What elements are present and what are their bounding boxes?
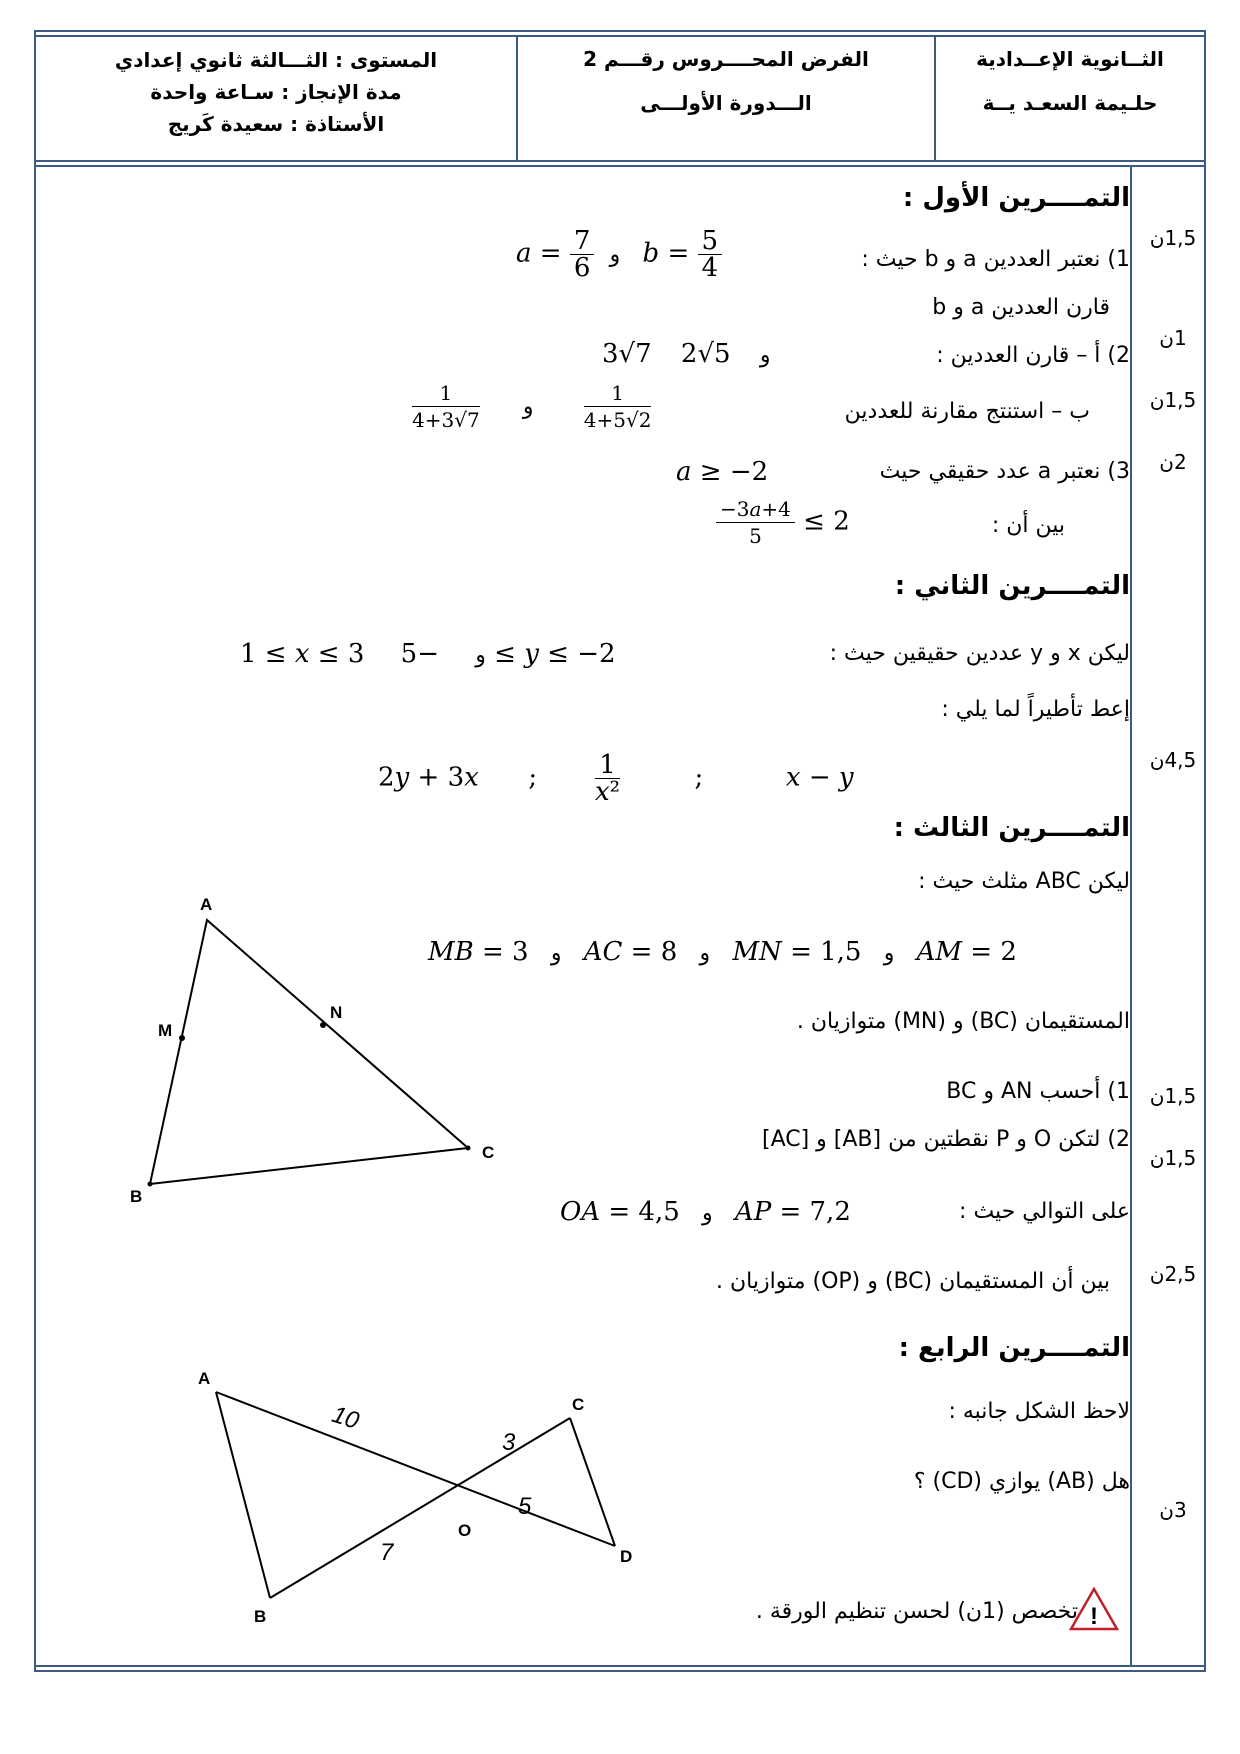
warning-icon (1068, 1586, 1120, 1632)
ex3-title: التمــــرين الثالث : (893, 813, 1130, 843)
ex1-q3-math: a ≥ −2 (676, 457, 769, 487)
fig2-length-oc: 3 (502, 1429, 516, 1456)
fig2-length-ob: 7 (380, 1539, 394, 1566)
mark-ex1-q2a: 1ن (1159, 326, 1187, 350)
level-cell (36, 44, 516, 140)
header-bottom-border (34, 160, 1206, 162)
ex2-expressions: 2y + 3x ; $\frac{1}{\text{x²}}$ ; x − y (378, 750, 854, 807)
fig1-label-b: B (130, 1187, 143, 1206)
fig1-label-a: A (200, 895, 213, 914)
ex1-q3-text: 3) نعتبر a عدد حقيقي حيث (879, 459, 1130, 484)
level-info: المستوى : الثـــالثة ثانوي إعدادي (114, 48, 438, 72)
school-cell (936, 44, 1204, 118)
mark-ex2: 4,5ن (1149, 748, 1197, 772)
duration-info: مدة الإنجاز : سـاعة واحدة (150, 80, 402, 104)
ex3-q2c: بين أن المستقيمان (BC) و (OP) متوازيان . (715, 1269, 1110, 1294)
school-name: الثــانوية الإعــدادية (976, 47, 1164, 71)
mark-ex1-q3: 2ن (1159, 450, 1187, 474)
ex4-note: تخصص (1ن) لحسن تنظيم الورقة . (755, 1599, 1078, 1624)
ex1-title: التمــــرين الأول : (902, 183, 1130, 213)
mark-ex1-q1: 1,5ن (1149, 226, 1197, 250)
fig2-label-a: A (198, 1369, 211, 1388)
right-border (1204, 30, 1206, 1672)
ex1-q1-math: a = $\frac{7}{6}$ و b = $\frac{5}{4}$ (516, 228, 722, 281)
mark-ex3-q2: 1,5ن (1149, 1146, 1197, 1170)
fig2-label-o: O (458, 1521, 472, 1540)
fig2-length-od: 5 (518, 1493, 532, 1520)
ex3-q1: 1) أحسب AN و BC (946, 1079, 1130, 1104)
marks-column-divider (1130, 166, 1132, 1666)
mark-ex3-q2c: 2,5ن (1149, 1262, 1197, 1286)
teacher-info: الأستاذة : سعيدة كَريج (167, 112, 385, 136)
fig1-label-m: M (158, 1021, 173, 1040)
ex2-line2-text: إعط تأطيراً لما يلي : (941, 697, 1130, 722)
mark-ex4: 3ن (1159, 1498, 1187, 1522)
exam-cell (518, 44, 934, 118)
ex1-q2a-text: 2) أ – قارن العددين : (936, 343, 1130, 368)
fig2-length-ao: 10 (328, 1400, 363, 1435)
warning-mark: ! (1090, 1603, 1098, 1630)
school-location: حلـيمة السعـد يــة (982, 91, 1158, 115)
ex2-line1-text: ليكن x و y عددين حقيقين حيث : (829, 641, 1130, 666)
ex3-q2b-text: على التوالي حيث : (959, 1199, 1130, 1224)
fig1-label-n: N (330, 1003, 343, 1022)
exam-title: الفرض المحــــروس رقـــم 2 (583, 47, 869, 71)
ex1-q3b-math: $\frac{-3a+4}{5}$ ≤ 2 (716, 496, 850, 549)
top-border (34, 30, 1206, 32)
bottom-border (34, 1665, 1206, 1667)
ex4-title: التمــــرين الرابع : (898, 1333, 1130, 1363)
ex3-line1: ليكن ABC مثلث حيث : (918, 869, 1130, 894)
fig1-label-c: C (482, 1143, 495, 1162)
ex1-q1-text: 1) نعتبر العددين a و b حيث : (861, 247, 1130, 272)
mark-ex1-q2b: 1,5ن (1149, 388, 1197, 412)
exam-session: الـــدورة الأولـــى (640, 91, 812, 115)
ex1-q2b-math: $\frac{1}{4+3√7}$ و $\frac{1}{4+5√2}$ (412, 381, 652, 432)
ex2-line1-math: 1 ≤ x ≤ 3 و −5 ≤ y ≤ −2 (240, 639, 616, 669)
ex3-q2b-math: OA = 4,5 و AP = 7,2 (560, 1197, 851, 1227)
fig2-label-b: B (254, 1607, 267, 1626)
ex1-q1b-text: قارن العددين a و b (932, 295, 1110, 320)
ex3-q2: 2) لتكن O و P نقطتين من [AB] و [AC] (761, 1127, 1130, 1152)
triangle-figure (120, 890, 520, 1210)
crossing-figure (180, 1362, 660, 1632)
ex3-lengths: MB = 3 و AC = 8 و MN = 1,5 و AM = 2 (428, 937, 1017, 967)
ex4-line1: لاحظ الشكل جانبه : (948, 1399, 1130, 1424)
ex2-title: التمــــرين الثاني : (894, 571, 1130, 601)
ex4-line2: هل (AB) يوازي (CD) ؟ (913, 1469, 1130, 1494)
fig2-label-d: D (620, 1547, 633, 1566)
ex1-q2b-text: ب – استنتج مقارنة للعددين (844, 399, 1090, 424)
fig2-label-c: C (572, 1395, 585, 1414)
bottom-border-inner (34, 1670, 1206, 1672)
mark-ex3-q1: 1,5ن (1149, 1084, 1197, 1108)
ex1-q2a-math: 3√7 و 5√2 (602, 339, 771, 369)
left-border (34, 30, 36, 1672)
header-bottom-border-inner (34, 165, 1206, 167)
ex3-line3: المستقيمان (BC) و (MN) متوازيان . (796, 1009, 1130, 1034)
top-border-inner (34, 35, 1206, 37)
ex1-q3b-text: بين أن : (991, 513, 1065, 538)
